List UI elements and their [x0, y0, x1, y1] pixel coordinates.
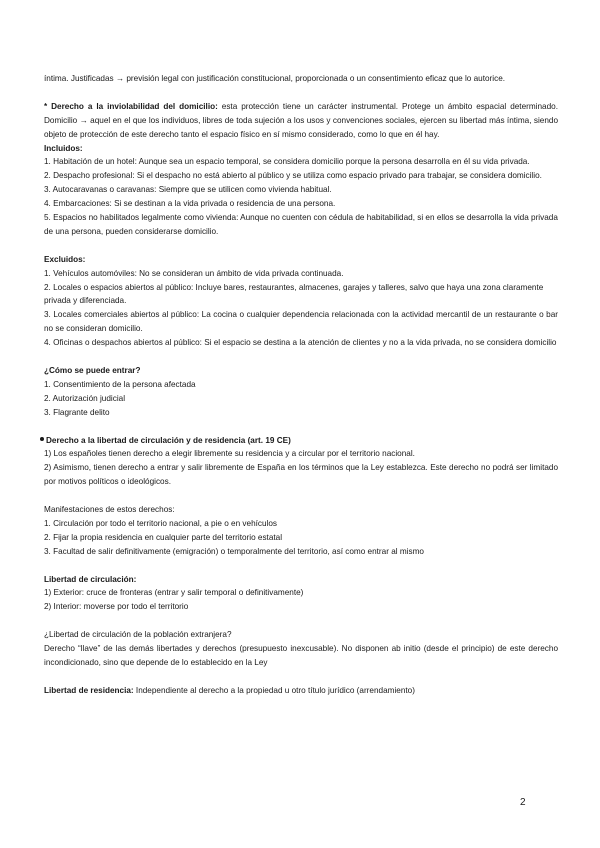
excluded-item: 3. Locales comerciales abiertos al público: La cocina o cualquier dependencia relacionada con la actividad mercantil de un restaurante o bar no se consideran domicilio.: [44, 310, 558, 334]
circulacion-point: 1) Los españoles tienen derecho a elegir libremente su residencia y a circular por el territorio nacional.: [44, 449, 415, 459]
entry-item: 2. Autorización judicial: [44, 393, 126, 403]
freedom-item: 1) Exterior: cruce de fronteras (entrar y salir temporal o definitivamente): [44, 588, 304, 598]
circulacion-point: 2) Asimismo, tienen derecho a entrar y salir libremente de España en los términos que la Ley establezca. Este derecho no podrá ser limitado por motivos políticos o ideológicos.: [44, 463, 558, 487]
circulacion-title: Derecho a la libertad de circulación y de residencia (art. 19 CE): [40, 434, 558, 448]
excluded-heading: Excluidos:: [44, 254, 86, 264]
excluded-item: 2. Locales o espacios abiertos al público: Incluye bares, restaurantes, almacenes, garajes y talleres, salvo que haya una zona claramente privada y diferenciada.: [44, 282, 544, 306]
included-heading: Incluidos:: [44, 143, 83, 153]
domicilio-paragraph: [44, 100, 558, 142]
freedom-item: 2) Interior: moverse por todo el territorio: [44, 602, 189, 612]
included-item: 1. Habitación de un hotel: Aunque sea un espacio temporal, se considera domicilio porque la persona desarrolla en él su vida privada.: [44, 157, 530, 167]
manifest-item: 1. Circulación por todo el territorio nacional, a pie o en vehículos: [44, 518, 278, 528]
excluded-item: 1. Vehículos automóviles: No se consideran un ámbito de vida privada continuada.: [44, 268, 344, 278]
page-content: [44, 72, 558, 698]
included-item: 2. Despacho profesional: Si el despacho no está abierto al público y se utiliza como espacio privado para trabajar, se considera domicilio.: [44, 171, 542, 181]
entry-heading: ¿Cómo se puede entrar?: [44, 365, 141, 375]
manifest-item: 3. Facultad de salir definitivamente (emigración) o temporalmente del territorio, así como entrar al mismo: [44, 546, 424, 556]
manifest-item: 2. Fijar la propia residencia en cualquier parte del territorio estatal: [44, 532, 283, 542]
included-item: 4. Embarcaciones: Si se destinan a la vida privada o residencia de una persona.: [44, 199, 336, 209]
residence-paragraph: [44, 684, 558, 698]
freedom-heading: Libertad de circulación:: [44, 574, 137, 584]
included-item: 3. Autocaravanas o caravanas: Siempre que se utilicen como vivienda habitual.: [44, 185, 332, 195]
manifest-heading: Manifestaciones de estos derechos:: [44, 505, 175, 515]
entry-item: 1. Consentimiento de la persona afectada: [44, 379, 196, 389]
foreign-text: Derecho “llave” de las demás libertades y derechos (presupuesto inexcusable). No disponen ab initio (desde el principio) de este derecho incondicionado, sino que depende de lo establecido en la Ley: [44, 644, 558, 667]
page-number: 2: [520, 797, 526, 808]
excluded-item: 4. Oficinas o despachos abiertos al público: Si el espacio se destina a la atención de clientes y no a la vida privada, no se considera domicilio: [44, 338, 557, 348]
residence-text: Independiente al derecho a la propiedad u otro título jurídico (arrendamiento): [133, 685, 415, 695]
intro-paragraph: íntima. Justificadas → previsión legal con justificación constitucional, proporcionada o un consentimiento eficaz que lo autorice.: [44, 74, 506, 83]
entry-item: 3. Flagrante delito: [44, 407, 110, 417]
domicilio-title: * Derecho a la inviolabilidad del domicilio:: [44, 101, 218, 111]
included-item: 5. Espacios no habilitados legalmente como vivienda: Aunque no cuenten con cédula de habitabilidad, si en ellos se desarrolla la vida privada de una persona, pueden considerarse domicilio.: [44, 213, 558, 236]
bullet-icon: [40, 437, 44, 441]
domicilio-text: esta protección tiene un carácter instrumental. Protege un ámbito espacial determinado. Domicilio → aquel en el que los individuos, libres de toda sujeción a los usos y convenciones sociales, ejercen su libertad más íntima, siendo objeto de protección de este derecho tanto el espacio físico en sí mismo considerado, como lo que en él hay.: [44, 101, 558, 139]
residence-label: Libertad de residencia:: [44, 685, 134, 695]
foreign-question: ¿Libertad de circulación de la población extranjera?: [44, 630, 232, 640]
